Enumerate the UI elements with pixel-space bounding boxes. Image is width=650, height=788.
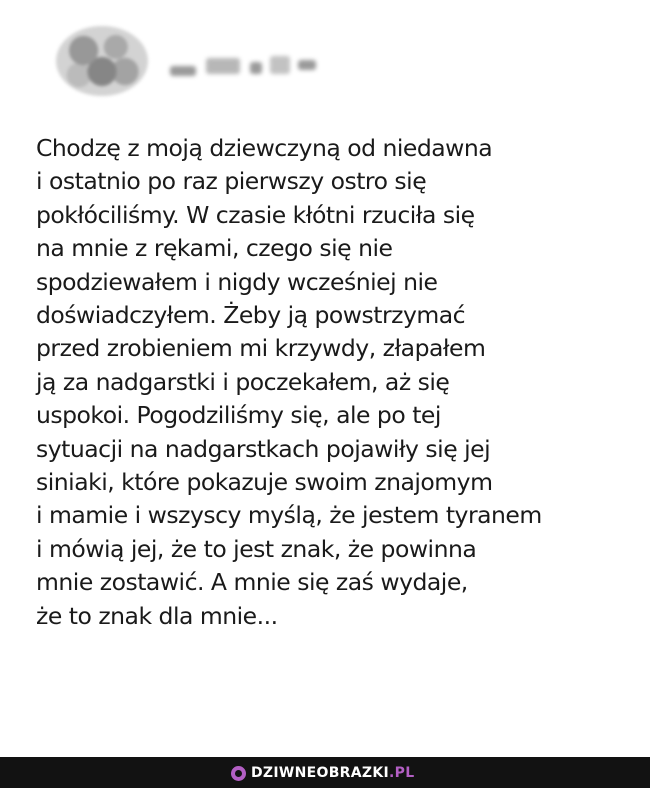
brand-main: DZIWNEOBRAZKI <box>251 765 390 781</box>
post-header <box>36 8 336 100</box>
logo-icon <box>231 766 246 781</box>
post-text: Chodzę z moją dziewczyną od niedawna i ostatnio po raz pierwszy ostro się pokłóciliśmy. W czasie kłótni rzuciła się na mnie z rękami, czego się nie spodziewałem i nigdy wcześniej nie doświadczyłem. Żeby ją powstrzymać przed zrobieniem mi krzywdy, złapałem ją za nadgarstki i poczekałem, aż się uspokoi. Pogodziliśmy się, ale po tej sytuacji na nadgarstkach pojawiły się jej siniaki, które pokazuje swoim znajomym i mamie i wszyscy myślą, że jestem tyranem i mówią jej, że to jest znak, że powinna mnie zostawić. A mnie się zaś wydaje, że to znak dla mnie... <box>36 134 542 630</box>
brand-label <box>251 765 414 781</box>
brand-tld: .PL <box>389 765 415 781</box>
blurred-avatar-icon <box>56 26 148 96</box>
footer-bar <box>0 757 650 788</box>
site-brand[interactable] <box>231 764 414 782</box>
blurred-username <box>166 48 326 84</box>
